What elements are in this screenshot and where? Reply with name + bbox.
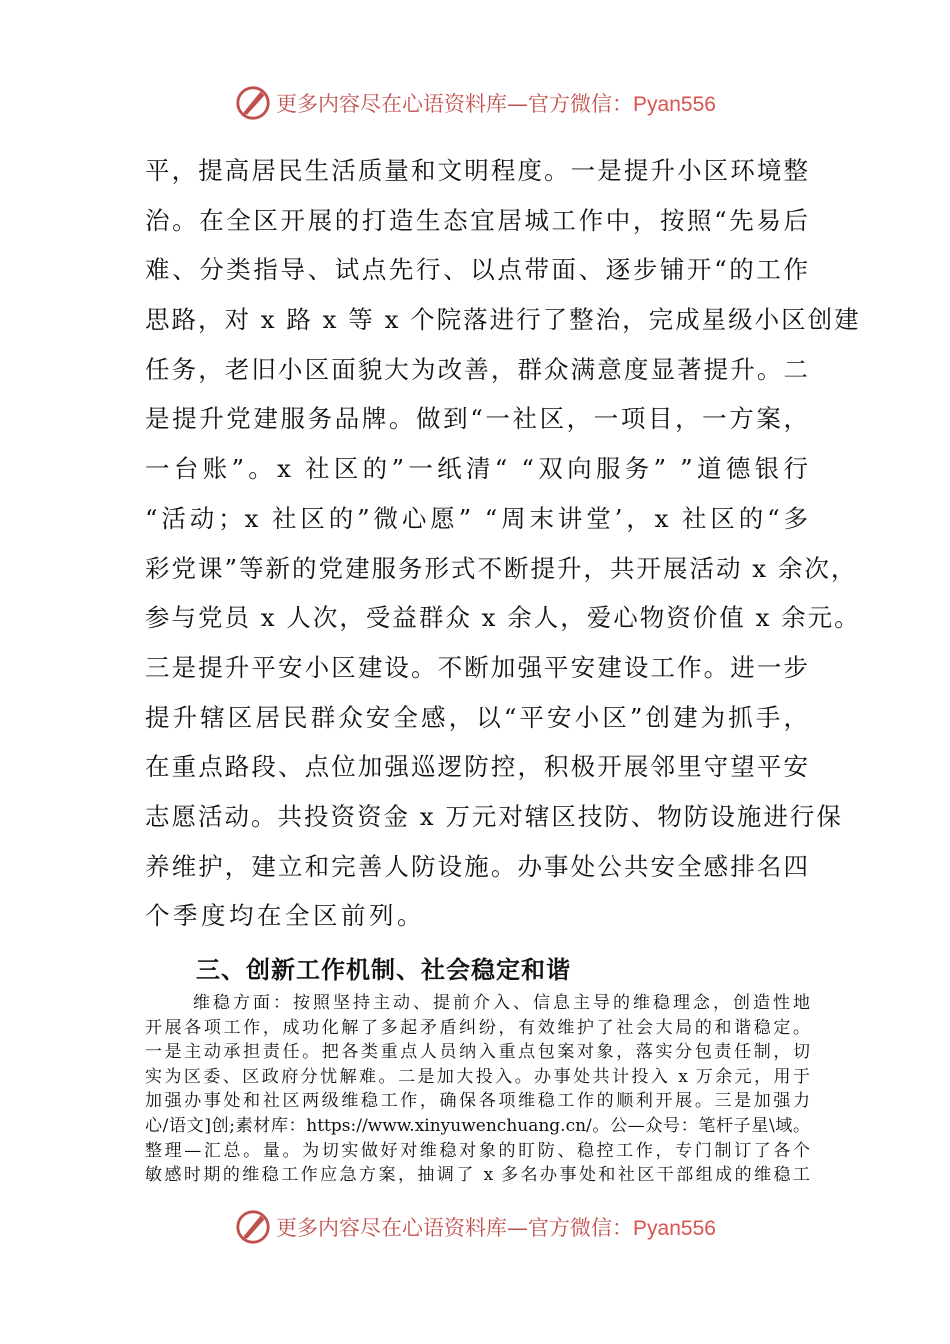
body-line: 思路，对 x 路 x 等 x 个院落进行了整治，完成星级小区创建 xyxy=(145,305,861,335)
banner-wechat-id: Pyan556 xyxy=(633,1217,716,1240)
body-line: 任务，老旧小区面貌大为改善，群众满意度显著提升。二 xyxy=(145,354,810,384)
paragraph-line: 一是主动承担责任。把各类重点人员纳入重点包案对象，落实分包责任制，切 xyxy=(145,1042,810,1063)
body-line: 治。在全区开展的打造生态宜居城工作中，按照“先易后 xyxy=(145,205,810,235)
body-line: 提升辖区居民群众安全感，以“平安小区”创建为抓手， xyxy=(145,702,810,732)
banner-wechat-id: Pyan556 xyxy=(633,93,716,116)
paragraph-line: 敏感时期的维稳工作应急方案，抽调了 x 多名办事处和社区干部组成的维稳工 xyxy=(145,1165,810,1186)
paragraph-line: 实为区委、区政府分忧解难。二是加大投入。办事处共计投入 x 万余元，用于 xyxy=(145,1066,810,1087)
body-line: 志愿活动。共投资资金 x 万元对辖区技防、物防设施进行保 xyxy=(145,801,843,831)
header-watermark-banner xyxy=(0,84,950,122)
stability-paragraph xyxy=(145,991,810,1188)
paragraph-line: 维稳方面：按照坚持主动、提前介入、信息主导的维稳理念，创造性地 xyxy=(193,993,810,1013)
body-line: 难、分类指导、试点先行、以点带面、逐步铺开“的工作 xyxy=(145,255,810,285)
paragraph-line: 整理—汇总。量。为切实做好对维稳对象的盯防、稳控工作，专门制订了各个 xyxy=(145,1140,810,1161)
body-line: 在重点路段、点位加强巡逻防控，积极开展邻里守望平安 xyxy=(145,752,810,782)
body-line: 个季度均在全区前列。 xyxy=(145,901,425,931)
body-line: 养维护，建立和完善人防设施。办事处公共安全感排名四 xyxy=(145,851,810,881)
footer-watermark-banner xyxy=(0,1208,950,1246)
body-line: 参与党员 x 人次，受益群众 x 余人，爱心物资价值 x 余元。 xyxy=(145,603,861,633)
banner-text: 更多内容尽在心语资料库—官方微信：Pyan556 xyxy=(276,1216,716,1240)
pen-logo-icon xyxy=(234,84,272,122)
paragraph-line: 开展各项工作，成功化解了多起矛盾纠纷，有效维护了社会大局的和谐稳定。 xyxy=(145,1017,810,1038)
body-line: 是提升党建服务品牌。做到“一社区，一项目，一方案， xyxy=(145,404,810,434)
body-line: 三是提升平安小区建设。不断加强平安建设工作。进一步 xyxy=(145,652,810,682)
body-line: 彩党课”等新的党建服务形式不断提升，共开展活动 x 余次， xyxy=(145,553,858,583)
body-line: 平，提高居民生活质量和文明程度。一是提升小区环境整 xyxy=(145,156,810,185)
pen-logo-icon xyxy=(234,1208,272,1246)
section-heading: 三、创新工作机制、社会稳定和谐 xyxy=(196,956,571,984)
main-body-text xyxy=(145,146,861,941)
banner-text: 更多内容尽在心语资料库—官方微信：Pyan556 xyxy=(276,92,716,116)
paragraph-line: 加强办事处和社区两级维稳工作，确保各项维稳工作的顺利开展。三是加强力 xyxy=(145,1091,810,1112)
paragraph-line: 心/语文]创;素材库：https://www.xinyuwenchuang.cn/。公—众号：笔杆子星\域。 xyxy=(145,1115,810,1136)
body-line: 一台账”。x 社区的”一纸清“ “双向服务” ”道德银行 xyxy=(145,454,810,484)
body-line: “活动；x 社区的”微心愿” “周末讲堂’，x 社区的“多 xyxy=(145,503,810,533)
